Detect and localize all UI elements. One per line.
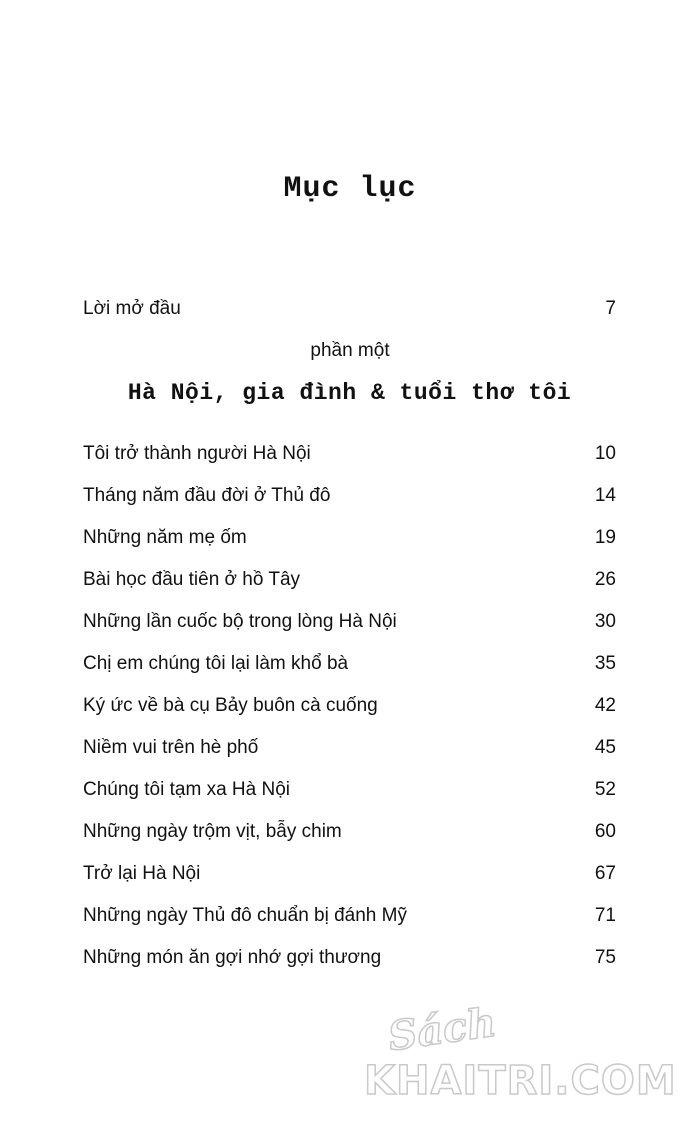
watermark-script: Sách — [385, 998, 499, 1061]
toc-entry-label: Niềm vui trên hè phố — [83, 737, 259, 758]
part-title: Hà Nội, gia đình & tuổi thơ tôi — [127, 380, 572, 406]
toc-entry[interactable] — [83, 649, 616, 679]
toc-entry-page: 35 — [594, 653, 616, 674]
toc-entry[interactable] — [83, 943, 616, 973]
toc-entry-label: Những ngày trộm vịt, bẫy chim — [83, 821, 342, 842]
toc-entry-page: 14 — [594, 485, 616, 506]
watermark-brand: KHAITRI.COM — [364, 1058, 677, 1104]
toc-entry-label: Trở lại Hà Nội — [83, 863, 201, 884]
toc-entry-page: 10 — [594, 443, 616, 464]
toc-entry-page: 60 — [594, 821, 616, 842]
toc-entry[interactable] — [83, 733, 616, 763]
toc-entry[interactable] — [83, 439, 616, 469]
toc-entry-page: 30 — [594, 611, 616, 632]
toc-entry-label: Tôi trở thành người Hà Nội — [83, 443, 311, 464]
toc-entry-page: 75 — [594, 947, 616, 968]
toc-entry-page: 26 — [594, 569, 616, 590]
toc-entry[interactable] — [83, 691, 616, 721]
toc-entry[interactable] — [83, 859, 616, 889]
toc-entry[interactable] — [83, 523, 616, 553]
toc-entry-page: 19 — [594, 527, 616, 548]
toc-entry-intro[interactable] — [83, 294, 616, 324]
toc-entry-page: 71 — [594, 905, 616, 926]
toc-entry-label: Những ngày Thủ đô chuẩn bị đánh Mỹ — [83, 905, 407, 926]
toc-entry-page: 42 — [594, 695, 616, 716]
toc-entry-label: Những món ăn gợi nhớ gợi thương — [83, 947, 382, 968]
toc-entry[interactable] — [83, 565, 616, 595]
toc-entry-label: Bài học đầu tiên ở hồ Tây — [83, 569, 301, 590]
toc-entry-page: 7 — [605, 298, 616, 319]
toc-entry-page: 52 — [594, 779, 616, 800]
toc-entry-page: 67 — [594, 863, 616, 884]
part-label: phần một — [310, 340, 390, 361]
watermark-logo — [364, 998, 684, 1110]
toc-entry-label: Ký ức về bà cụ Bảy buôn cà cuống — [83, 695, 378, 716]
toc-entry[interactable] — [83, 775, 616, 805]
toc-entry-label: Lời mở đầu — [83, 298, 181, 319]
toc-entry[interactable] — [83, 607, 616, 637]
toc-entry-page: 45 — [594, 737, 616, 758]
toc-entry-label: Những lần cuốc bộ trong lòng Hà Nội — [83, 611, 397, 632]
toc-entry-label: Tháng năm đầu đời ở Thủ đô — [83, 485, 331, 506]
toc-entry-label: Chị em chúng tôi lại làm khổ bà — [83, 653, 349, 674]
toc-entry[interactable] — [83, 817, 616, 847]
toc-entry-label: Chúng tôi tạm xa Hà Nội — [83, 779, 290, 800]
toc-entry[interactable] — [83, 901, 616, 931]
page-title: Mục lục — [283, 172, 417, 206]
toc-entry-label: Những năm mẹ ốm — [83, 527, 247, 548]
toc-entry[interactable] — [83, 481, 616, 511]
